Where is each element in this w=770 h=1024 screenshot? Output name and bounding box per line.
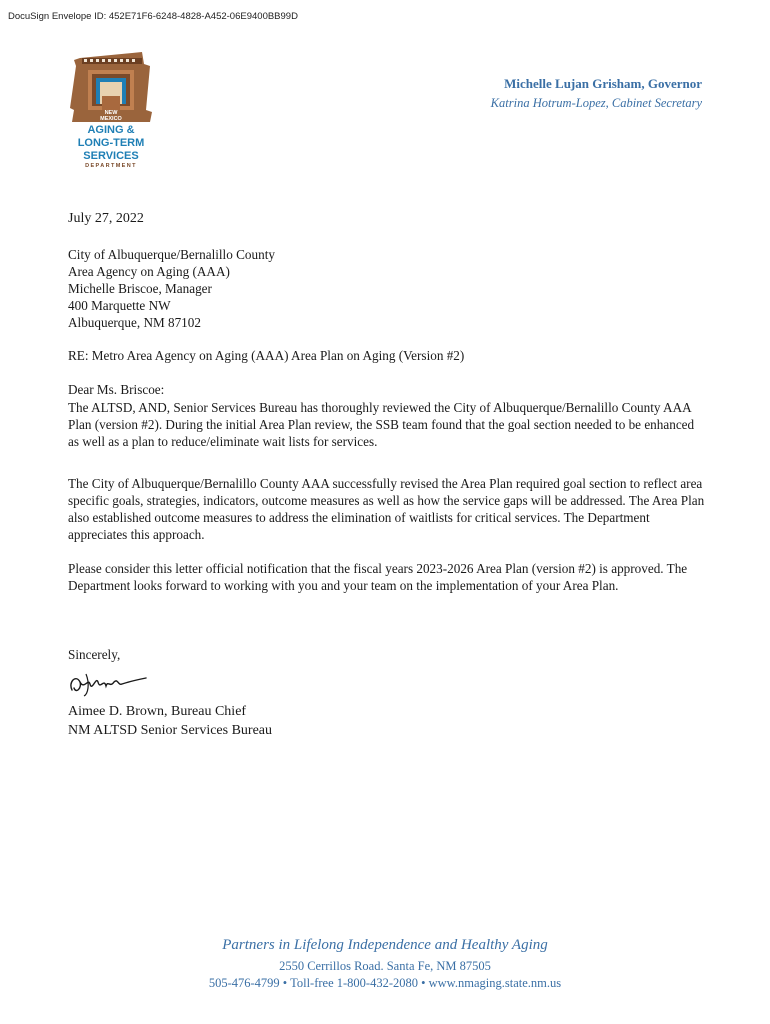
paragraph-revision: The City of Albuquerque/Bernalillo County AAA successfully revised the Area Plan required goal section to reflect area specific goals, strategies, indicators, outcome measures as well as how the service gaps will be addressed. The Area Plan also established outcome measures to address the elimination of waitlists for critical services. The Department appreciates this approach. [68,476,705,542]
logo-line-aging: AGING & [87,124,135,136]
logo-wordmark [66,110,156,170]
docusign-envelope-id: DocuSign Envelope ID: 452E71F6-6248-4828-A452-06E9400BB99D [8,11,298,22]
logo-line-new: NEW [104,110,118,116]
cabinet-secretary-name: Katrina Hotrum-Lopez, Cabinet Secretary [490,96,702,110]
address-line: 400 Marquette NW [68,298,171,313]
salutation: Dear Ms. Briscoe: [68,382,165,397]
subject-line: RE: Metro Area Agency on Aging (AAA) Area Plan on Aging (Version #2) [68,348,465,363]
paragraph-review: The ALTSD, AND, Senior Services Bureau has thoroughly reviewed the City of Albuquerque/Bernalillo County AAA Plan (version #2). During the initial Area Plan review, the SSB team found that the goal section needed to be enhanced as well as a plan to reduce/eliminate wait lists for services. [68,400,695,449]
signer-title: NM ALTSD Senior Services Bureau [68,723,273,738]
footer-address: 2550 Cerrillos Road. Santa Fe, NM 87505 [279,959,491,973]
handwritten-signature [66,668,150,700]
governor-name: Michelle Lujan Grisham, Governor [504,76,702,91]
logo-line-mexico: MEXICO [100,116,122,122]
logo-line-department: DEPARTMENT [85,163,137,169]
signer-block [68,702,708,740]
address-line: Area Agency on Aging (AAA) [68,264,230,279]
letter-date: July 27, 2022 [68,211,144,226]
address-line: Michelle Briscoe, Manager [68,281,212,296]
signer-name: Aimee D. Brown, Bureau Chief [68,704,247,719]
footer-motto: Partners in Lifelong Independence and Healthy Aging [222,937,548,953]
paragraph-approval: Please consider this letter official notification that the fiscal years 2023-2026 Area Plan (version #2) is approved. The Department looks forward to working with you and your team on the implementation of your Area Plan. [68,561,688,593]
footer-contact: 505-476-4799 • Toll-free 1-800-432-2080 • www.nmaging.state.nm.us [208,976,562,990]
logo-line-longterm: LONG-TERM [77,137,145,149]
address-line: City of Albuquerque/Bernalillo County [68,247,275,262]
logo-line-services: SERVICES [83,150,139,162]
address-line: Albuquerque, NM 87102 [68,315,201,330]
recipient-address [68,246,708,331]
closing: Sincerely, [68,647,121,662]
